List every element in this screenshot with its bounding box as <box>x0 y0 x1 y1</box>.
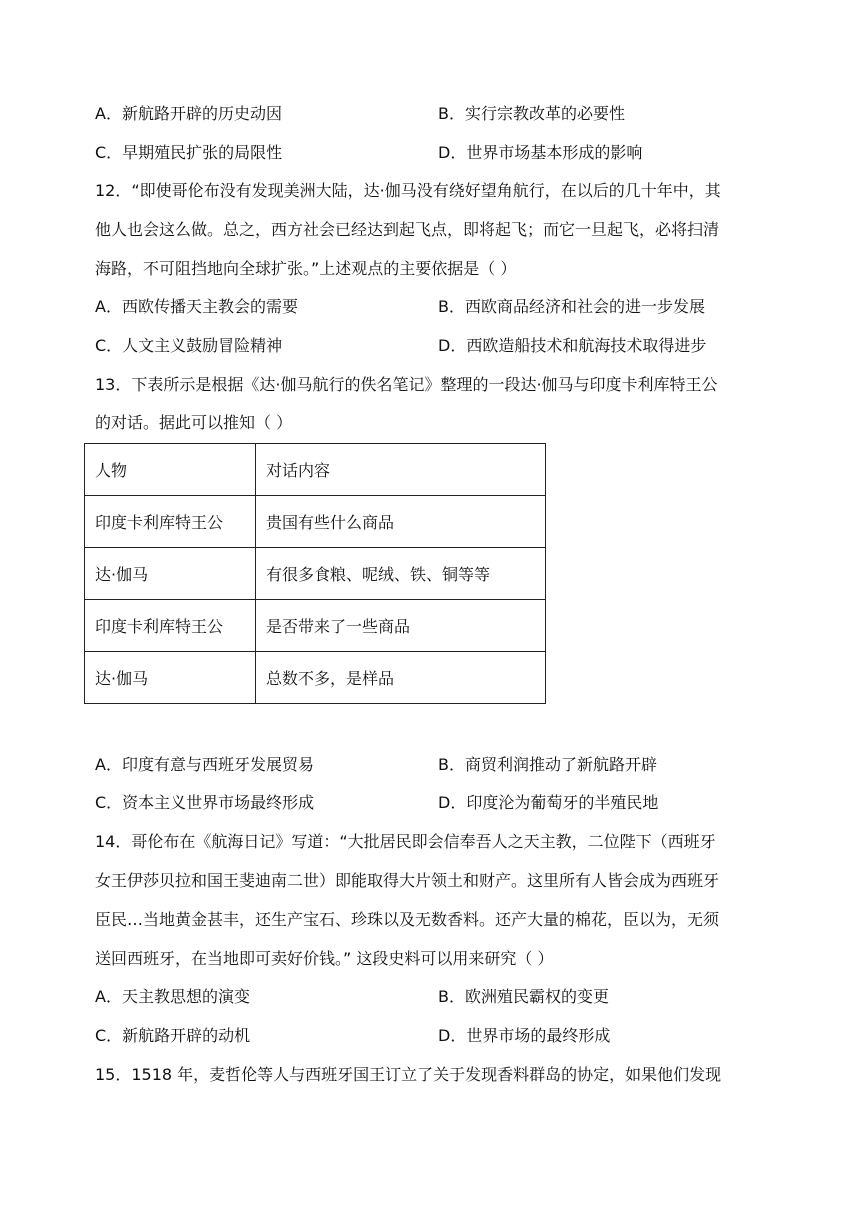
table-row <box>85 496 546 548</box>
table-cell-content: 是否带来了一些商品 <box>256 600 546 652</box>
table-cell-content: 有很多食粮、呢绒、铁、铜等等 <box>256 548 546 600</box>
q14-option-d[interactable]: D．世界市场的最终形成 <box>438 1026 611 1045</box>
table-header-cell: 人物 <box>85 444 256 496</box>
q14-option-c[interactable]: C．新航路开辟的动机 <box>95 1026 251 1045</box>
q14-stem-line-2: 女王伊莎贝拉和国王斐迪南二世）即能取得大片领土和财产。这里所有人皆会成为西班牙 <box>95 871 720 890</box>
table-cell-content: 总数不多，是样品 <box>256 652 546 704</box>
table-cell-speaker: 达·伽马 <box>85 548 256 600</box>
q12-option-b[interactable]: B．西欧商品经济和社会的进一步发展 <box>438 297 705 316</box>
q12-stem-line-2: 他人也会这么做。总之，西方社会已经达到起飞点，即将起飞；而它一旦起飞，必将扫清 <box>95 220 720 239</box>
q14-option-a[interactable]: A．天主教思想的演变 <box>95 987 250 1006</box>
q15-stem-line-1: 15．1518 年，麦哲伦等人与西班牙国王订立了关于发现香料群岛的协定，如果他们发现 <box>95 1065 722 1084</box>
table-header-cell: 对话内容 <box>256 444 546 496</box>
table-cell-speaker: 印度卡利库特王公 <box>85 496 256 548</box>
q11-option-c[interactable]: C．早期殖民扩张的局限性 <box>95 143 283 162</box>
table-row <box>85 652 546 704</box>
q11-option-b[interactable]: B．实行宗教改革的必要性 <box>438 104 625 123</box>
q14-option-b[interactable]: B．欧洲殖民霸权的变更 <box>438 987 609 1006</box>
q14-stem-line-3: 臣民…当地黄金甚丰，还生产宝石、珍珠以及无数香料。还产大量的棉花，臣以为，无须 <box>95 910 720 929</box>
q12-stem-line-3: 海路，不可阻挡地向全球扩张。”上述观点的主要依据是（ ） <box>95 259 517 278</box>
q14-stem-line-1: 14．哥伦布在《航海日记》写道：“大批居民即会信奉吾人之天主教，二位陛下（西班牙 <box>95 832 716 851</box>
q12-option-a[interactable]: A．西欧传播天主教会的需要 <box>95 297 298 316</box>
q11-option-a[interactable]: A．新航路开辟的历史动因 <box>95 104 282 123</box>
table-row <box>85 548 546 600</box>
table-row <box>85 600 546 652</box>
dialogue-table <box>84 443 546 704</box>
table-cell-speaker: 达·伽马 <box>85 652 256 704</box>
q13-stem-line-1: 13．下表所示是根据《达·伽马航行的佚名笔记》整理的一段达·伽马与印度卡利库特王公 <box>95 375 718 394</box>
q13-option-b[interactable]: B．商贸利润推动了新航路开辟 <box>438 755 657 774</box>
table-cell-speaker: 印度卡利库特王公 <box>85 600 256 652</box>
q13-option-d[interactable]: D．印度沦为葡萄牙的半殖民地 <box>438 793 659 812</box>
q14-stem-line-4: 送回西班牙，在当地即可卖好价钱。” 这段史料可以用来研究（ ） <box>95 949 554 968</box>
q11-option-d[interactable]: D．世界市场基本形成的影响 <box>438 143 643 162</box>
q13-stem-line-2: 的对话。据此可以推知（ ） <box>95 413 293 432</box>
table-header-row <box>85 444 546 496</box>
table-cell-content: 贵国有些什么商品 <box>256 496 546 548</box>
q13-option-a[interactable]: A．印度有意与西班牙发展贸易 <box>95 755 314 774</box>
q12-stem-line-1: 12．“即使哥伦布没有发现美洲大陆，达·伽马没有绕好望角航行，在以后的几十年中，其 <box>95 181 721 200</box>
q12-option-c[interactable]: C．人文主义鼓励冒险精神 <box>95 336 283 355</box>
q12-option-d[interactable]: D．西欧造船技术和航海技术取得进步 <box>438 336 707 355</box>
q13-option-c[interactable]: C．资本主义世界市场最终形成 <box>95 793 315 812</box>
